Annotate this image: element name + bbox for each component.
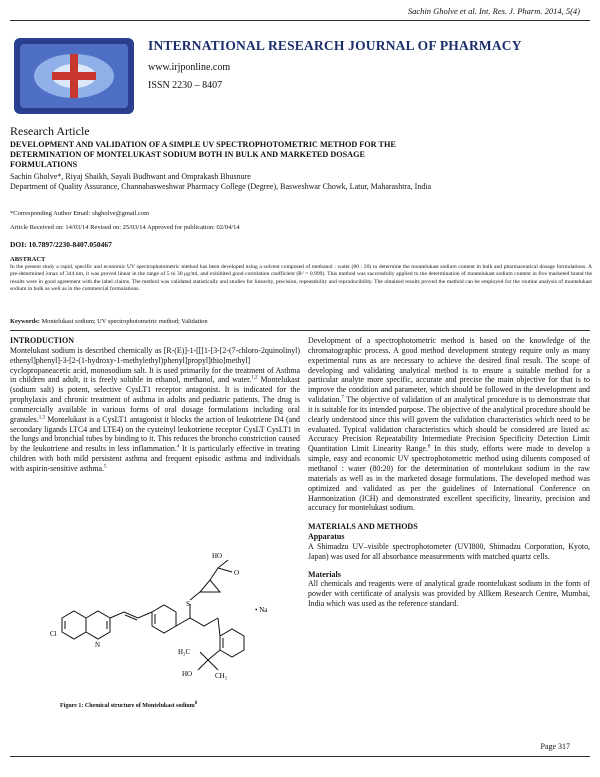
affiliation: Department of Quality Assurance, Channabasweshwar Pharmacy College (Degree), Basweshwar Chowk, Latur, Maharashtra, India [10, 182, 432, 191]
journal-logo [10, 36, 138, 116]
keywords-text: Montelukast sodium; UV spectrophotometric method; Validation [41, 318, 208, 325]
atom-cl: Cl [50, 630, 57, 638]
page-number: Page 317 [540, 742, 570, 751]
article-type: Research Article [10, 124, 90, 138]
journal-url[interactable]: www.irjponline.com [148, 62, 231, 73]
figure-caption: Figure 1: Chemical structure of Montelukast sodium$^6$ [60, 701, 198, 709]
introduction-section [10, 336, 300, 474]
abstract-heading: ABSTRACT [10, 256, 46, 263]
atom-n: N [95, 641, 101, 649]
introduction-paragraph: Montelukast sodium is described chemically as [R-(E)]-1-[[[1-[3-[2-(7-chloro-2quinolinyl) ethenyl]phenyl]-3-[2-(1-hydroxy-1-methylethyl)phenyl]propyl]thio]methyl] cyclopropaneacetic acid, monosodium salt. It is used primarily for the treatment of Asthma in children and adult, it is freely soluble in ethanol, methanol, and water.$^{1,2}$ Montelukast (sodium salt) is potent, selective CysLT1 receptor antagonist. It is indicated for the prophylaxis and chronic treatment of asthma in adults and pediatric patients. The drug is commercially available in various forms of oral dosage formulations including oral granules.$^{1,3}$ Montelukast is a CysLT1 antagonist it blocks the action of leukotriene D4 (and secondary ligands LTC4 and LTE4) on the cysteinyl leukotriene receptor CysLT CysLT1 in the lungs and bronchial tubes by binding to it. This reduces the broncho constriction caused by the leukotriene and results in less inflammation.$^4$ It is particularly effective in treating children with both mild persistent asthma and frequent episodic asthma and individuals with aspirin-sensitive asthma.$^5$ [10, 345, 300, 473]
apparatus-heading: Apparatus [308, 532, 345, 542]
atom-na: • Na [255, 606, 268, 614]
introduction-heading: INTRODUCTION [10, 336, 75, 345]
abstract-text: In the present study a rapid, specific and economic UV spectrophotometric method has been developed using a solvent composed of methanol : water (80 : 20) to determine the montelukast sodium content in bulk and pharmaceutical dosage formulations. A pre-determined λmax of 344 nm, it was proved linear in the range of 5 to 30 μg/ml, and exhibited good correlation coefficient (R² = 0.999). This method was successfully applied to the determination of montelukast sodium content in five marketed brand the results were in good agreement with the label claims. The method was validated statistically and studies for linearity, precision, repeatability and reproducibility. The obtained results proved the method can be employed for the routine analysis of montelukast sodium in bulk as well as in the commercial formulations. [10, 264, 592, 293]
materials-heading: Materials [308, 569, 341, 579]
atom-ch3: CH₃ [215, 672, 228, 680]
article-dates: Article Received on: 14/03/14 Revised on: 25/03/14 Approved for publication: 02/04/14 [10, 224, 240, 231]
corresponding-author: *Corresponding Author Email: shgholve@gmail.com [10, 210, 150, 217]
atom-h3c: H₃C [178, 648, 191, 656]
atom-s: S [186, 600, 190, 608]
materials-text: All chemicals and reagents were of analytical grade montelukast sodium in the form of powder with certificate of analysis was provided by Allkem Research Centre, Mumbai, India which was used as the reference standard. [308, 579, 590, 609]
method-development-paragraph: Development of a spectrophotometric method is based on the knowledge of the chromatographic process. A good method development strategy require only as many experimental runs as are necessary to achieve the desired final result. The scope of developing and validating analytical method is to ensure a suitable method for a particular analyte more specific, accurate and precise the main objective for that is to improve the condition and parameter, which should be followed in the development and validation.$^7$ The objective of validation of an analytical procedure is to demonstrate that it is suitable for its intended purpose. The objective of the analytical procedure should be clearly understood since this will govern the validation characteristics which need to be evaluated. Typical validation characteristics which should be considered are listed as: Accuracy Precision Repeatability Intermediate Precision Specificity Detection Limit Quantitation Limit Linearity Range.$^8$ In this study, efforts were made to develop a simple, easy and economic UV spectrophotometric method using diluents composed of methanol : water (80:20) for the determination of montelukast sodium in the raw materials as well as in the marketed dosage formulations. The developed method was optimized and validated as per the guidelines of International Conference on Harmonization (ICH) and demonstrated excellent specificity, linearity, precision and accuracy for montelukast sodium. [308, 336, 590, 513]
keywords-label: Keywords: [10, 318, 40, 325]
doi[interactable]: DOI: 10.7897/2230-8407.050467 [10, 240, 112, 249]
journal-title: INTERNATIONAL RESEARCH JOURNAL OF PHARMACY [148, 38, 522, 53]
header-divider [10, 20, 590, 21]
keywords [10, 318, 208, 325]
atom-ho: HO [212, 552, 223, 560]
montelukast-structure [50, 548, 290, 698]
atom-ho-2: HO [182, 670, 193, 678]
right-column [308, 336, 590, 609]
materials-methods-heading: MATERIALS AND METHODS [308, 522, 418, 532]
atom-o: O [234, 569, 240, 577]
abstract-divider [10, 330, 590, 331]
authors: Sachin Gholve*, Riyaj Shaikh, Sayali Budhwant and Omprakash Bhusnure [10, 172, 251, 181]
running-header: Sachin Gholve et al. Int. Res. J. Pharm. 2014, 5(4) [407, 6, 580, 16]
footer-divider [10, 756, 590, 757]
paper-title: DEVELOPMENT AND VALIDATION OF A SIMPLE UV SPECTROPHOTOMETRIC METHOD FOR THE DETERMINATION OF MONTELUKAST SODIUM BOTH IN BULK AND MARKETED DOSAGE FORMULATIONS [10, 140, 396, 169]
apparatus-text: A Shimadzu UV–visible spectrophotometer (UVI800, Shimadzu Corporation, Kyoto, Japan) was used for all absorbance measurements with matched quartz cells. [308, 541, 590, 561]
journal-issn: ISSN 2230 – 8407 [148, 80, 223, 91]
